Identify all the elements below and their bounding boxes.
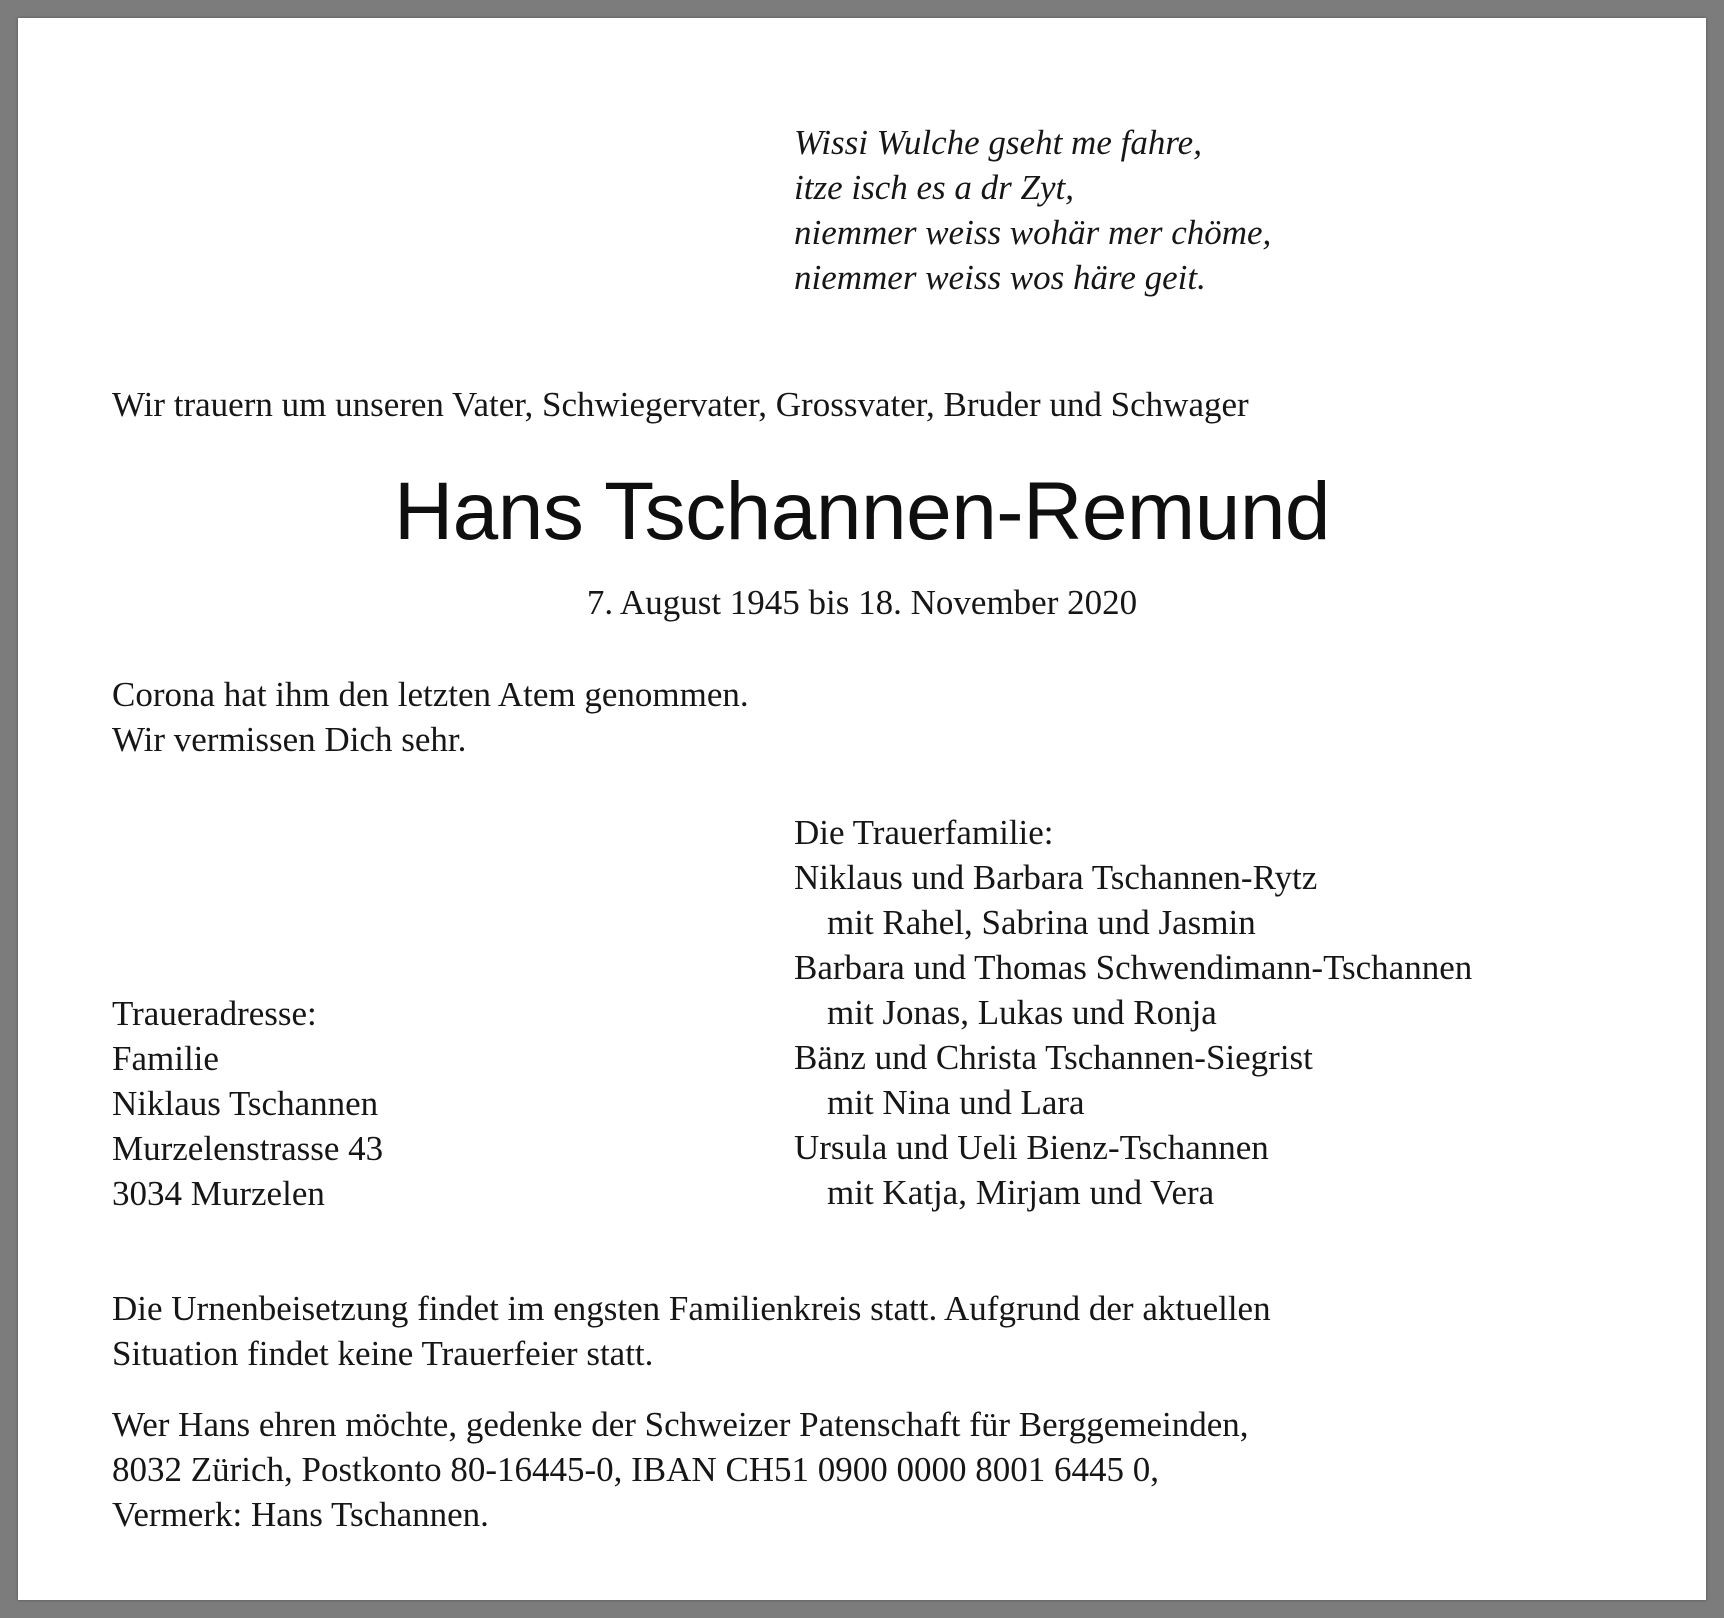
poem-line: niemmer weiss wos häre geit. — [794, 258, 1206, 297]
poem-line: Wissi Wulche gseht me fahre, — [794, 123, 1202, 162]
family-member-line: Bänz und Christa Tschannen-Siegrist — [794, 1038, 1313, 1077]
donation-line: Wer Hans ehren möchte, gedenke der Schweizer Patenschaft für Berggemeinden, — [112, 1405, 1249, 1444]
burial-line: Die Urnenbeisetzung findet im engsten Familienkreis statt. Aufgrund der aktuellen — [112, 1289, 1271, 1328]
address-line: Murzelenstrasse 43 — [112, 1129, 384, 1168]
mourning-address — [112, 991, 383, 1216]
message-line: Corona hat ihm den letzten Atem genommen. — [112, 675, 749, 714]
donation-notice — [112, 1402, 1249, 1537]
intro-text — [112, 382, 1249, 427]
family-children-line: mit Jonas, Lukas und Ronja — [827, 993, 1217, 1032]
address-label: Traueradresse: — [112, 994, 317, 1033]
address-line: Familie — [112, 1039, 219, 1078]
burial-line: Situation findet keine Trauerfeier statt. — [112, 1334, 654, 1373]
address-line: Niklaus Tschannen — [112, 1084, 379, 1123]
donation-line: 8032 Zürich, Postkonto 80-16445-0, IBAN CH51 0900 0000 8001 6445 0, — [112, 1450, 1160, 1489]
family-member-line: Ursula und Ueli Bienz-Tschannen — [794, 1128, 1269, 1167]
poem-line: niemmer weiss wohär mer chöme, — [794, 213, 1272, 252]
family-member-line: Niklaus und Barbara Tschannen-Rytz — [794, 858, 1318, 897]
family-member-line: Barbara und Thomas Schwendimann-Tschannen — [794, 948, 1473, 987]
address-line: 3034 Murzelen — [112, 1174, 325, 1213]
deceased-name: Hans Tschannen-Remund — [393, 466, 1331, 557]
message — [112, 672, 749, 762]
mourning-family — [794, 810, 1472, 1215]
intro-line: Wir trauern um unseren Vater, Schwiegervater, Grossvater, Bruder und Schwager — [112, 385, 1249, 424]
family-children-line: mit Nina und Lara — [827, 1083, 1085, 1122]
obituary-page — [18, 18, 1706, 1600]
poem — [794, 120, 1271, 300]
message-line: Wir vermissen Dich sehr. — [112, 720, 467, 759]
donation-line: Vermerk: Hans Tschannen. — [112, 1495, 489, 1534]
poem-line: itze isch es a dr Zyt, — [794, 168, 1074, 207]
family-children-line: mit Katja, Mirjam und Vera — [827, 1173, 1215, 1212]
family-heading: Die Trauerfamilie: — [794, 813, 1054, 852]
burial-notice — [112, 1286, 1271, 1376]
family-children-line: mit Rahel, Sabrina und Jasmin — [827, 903, 1256, 942]
life-dates: 7. August 1945 bis 18. November 2020 — [586, 583, 1138, 622]
